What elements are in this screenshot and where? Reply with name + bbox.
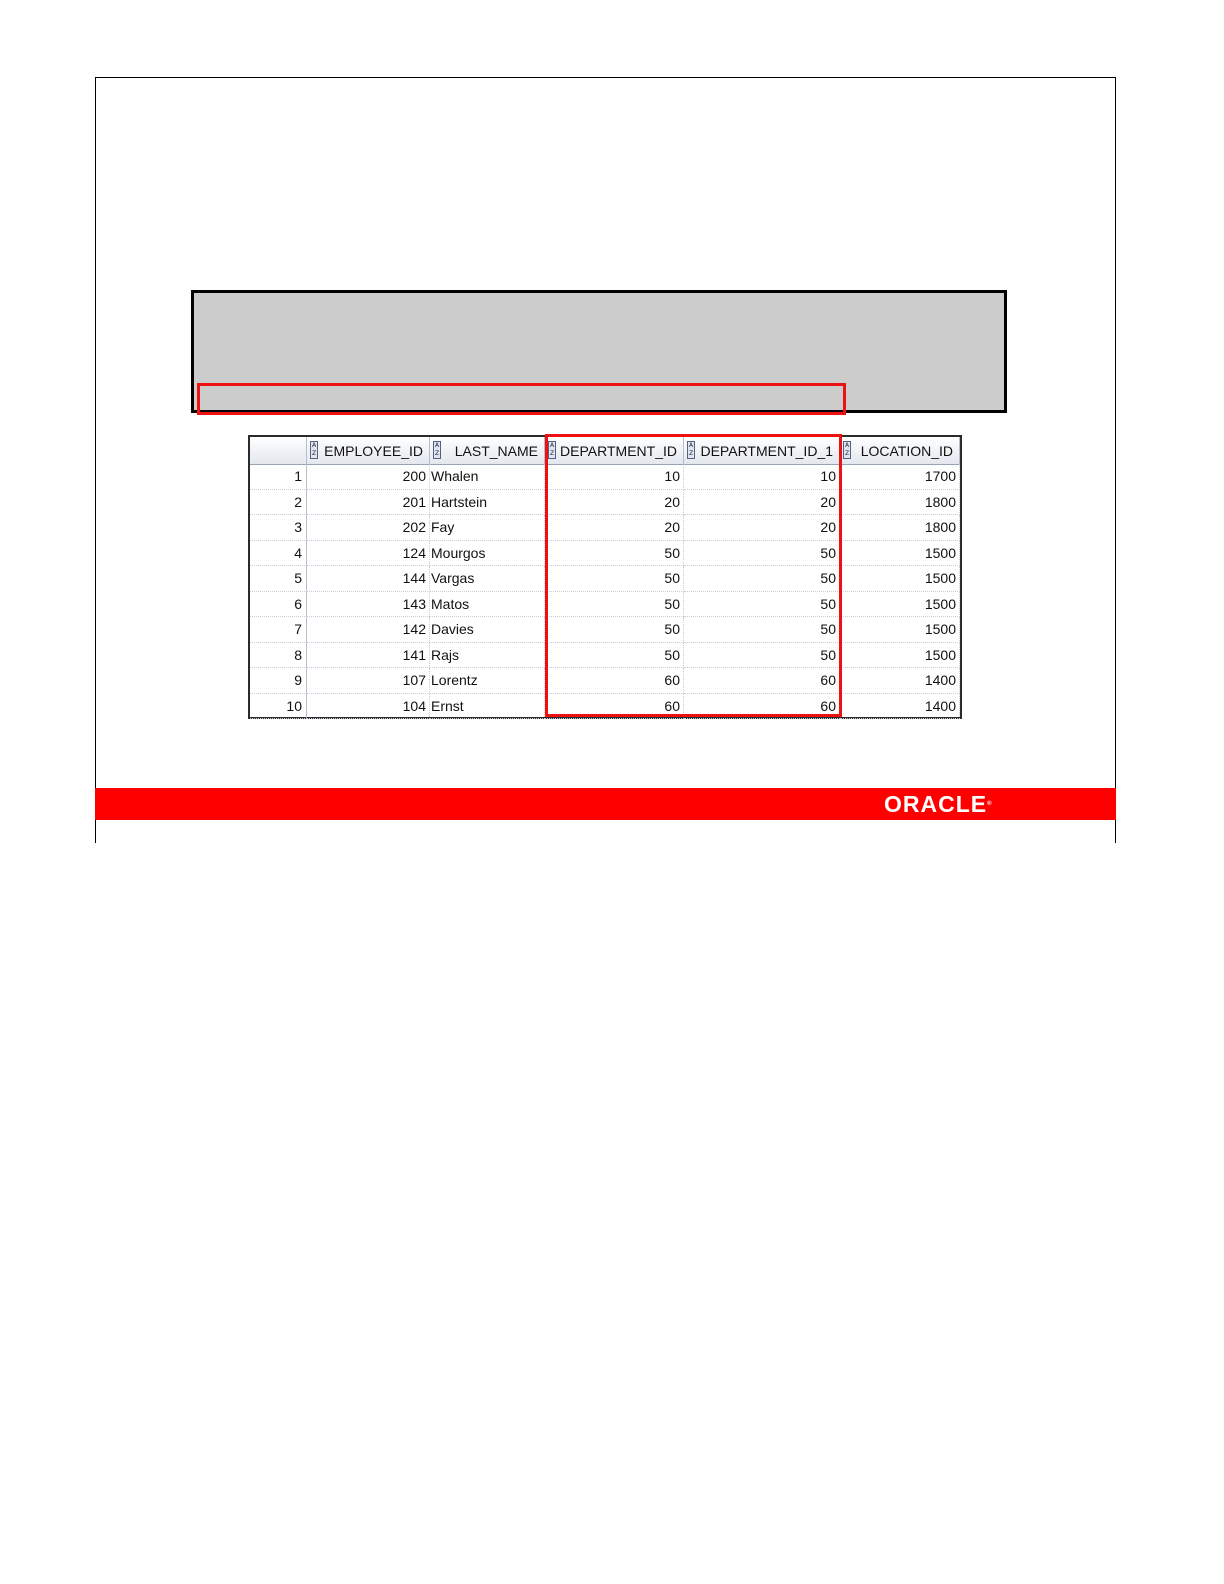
row-number[interactable]: 9 [250,668,307,694]
cell-last-name[interactable]: Fay [430,515,545,541]
cell-department-id[interactable]: 50 [545,541,684,567]
cell-department-id[interactable]: 10 [545,464,684,490]
cell-location-id[interactable]: 1500 [840,541,960,567]
cell-location-id[interactable]: 1500 [840,643,960,669]
cell-location-id[interactable]: 1400 [840,694,960,720]
cell-department-id-1[interactable]: 50 [684,592,840,618]
cell-department-id[interactable]: 60 [545,694,684,720]
cell-department-id-1[interactable]: 10 [684,464,840,490]
cell-department-id-1[interactable]: 50 [684,643,840,669]
row-number[interactable]: 5 [250,566,307,592]
column-header-last-name[interactable] [430,437,545,464]
cell-department-id-1[interactable]: 50 [684,617,840,643]
column-header-employee-id[interactable] [307,437,430,464]
cell-department-id[interactable]: 50 [545,643,684,669]
cell-department-id-1[interactable]: 20 [684,515,840,541]
cell-last-name[interactable]: Lorentz [430,668,545,694]
cell-employee-id[interactable]: 143 [307,592,430,618]
row-number[interactable]: 4 [250,541,307,567]
row-number[interactable]: 8 [250,643,307,669]
column-header-label: EMPLOYEE_ID [324,443,423,459]
cell-last-name[interactable]: Matos [430,592,545,618]
oracle-logo-text: ORACLE [884,791,988,817]
column-header-label: DEPARTMENT_ID_1 [700,443,833,459]
cell-department-id[interactable]: 60 [545,668,684,694]
cell-department-id[interactable]: 50 [545,566,684,592]
cell-employee-id[interactable]: 200 [307,464,430,490]
sort-az-icon[interactable]: A Z [688,442,694,457]
sort-az-icon[interactable]: A Z [311,442,317,457]
column-header-label: LOCATION_ID [860,443,953,459]
sort-az-icon[interactable]: A Z [434,442,440,457]
row-number[interactable]: 1 [250,464,307,490]
sort-az-icon[interactable]: A Z [549,442,555,457]
cell-employee-id[interactable]: 144 [307,566,430,592]
cell-department-id-1[interactable]: 60 [684,668,840,694]
cell-department-id[interactable]: 20 [545,515,684,541]
cell-location-id[interactable]: 1400 [840,668,960,694]
cell-location-id[interactable]: 1700 [840,464,960,490]
registered-mark: ® [987,801,993,807]
cell-department-id[interactable]: 50 [545,617,684,643]
cell-last-name[interactable]: Ernst [430,694,545,720]
cell-location-id[interactable]: 1800 [840,515,960,541]
row-number[interactable]: 2 [250,490,307,516]
row-number[interactable]: 10 [250,694,307,720]
cell-department-id-1[interactable]: 50 [684,566,840,592]
cell-employee-id[interactable]: 202 [307,515,430,541]
cell-employee-id[interactable]: 107 [307,668,430,694]
oracle-logo [884,792,993,816]
cell-last-name[interactable]: Hartstein [430,490,545,516]
column-header-rownum [250,437,307,464]
column-header-label: DEPARTMENT_ID [560,443,677,459]
cell-location-id[interactable]: 1500 [840,566,960,592]
cell-department-id-1[interactable]: 60 [684,694,840,720]
cell-last-name[interactable]: Whalen [430,464,545,490]
cell-last-name[interactable]: Davies [430,617,545,643]
cell-last-name[interactable]: Mourgos [430,541,545,567]
cell-location-id[interactable]: 1800 [840,490,960,516]
department-columns-highlight [545,434,842,717]
sort-az-icon[interactable]: A Z [844,442,850,457]
cell-last-name[interactable]: Vargas [430,566,545,592]
row-number[interactable]: 3 [250,515,307,541]
row-number[interactable]: 7 [250,617,307,643]
cell-employee-id[interactable]: 124 [307,541,430,567]
cell-last-name[interactable]: Rajs [430,643,545,669]
cell-location-id[interactable]: 1500 [840,617,960,643]
cell-employee-id[interactable]: 141 [307,643,430,669]
column-header-location-id[interactable] [840,437,960,464]
cell-employee-id[interactable]: 142 [307,617,430,643]
code-highlight-box [197,383,846,415]
cell-department-id-1[interactable]: 20 [684,490,840,516]
cell-department-id[interactable]: 20 [545,490,684,516]
column-header-label: LAST_NAME [454,443,538,459]
row-number[interactable]: 6 [250,592,307,618]
cell-employee-id[interactable]: 201 [307,490,430,516]
cell-employee-id[interactable]: 104 [307,694,430,720]
cell-department-id-1[interactable]: 50 [684,541,840,567]
cell-location-id[interactable]: 1500 [840,592,960,618]
cell-department-id[interactable]: 50 [545,592,684,618]
